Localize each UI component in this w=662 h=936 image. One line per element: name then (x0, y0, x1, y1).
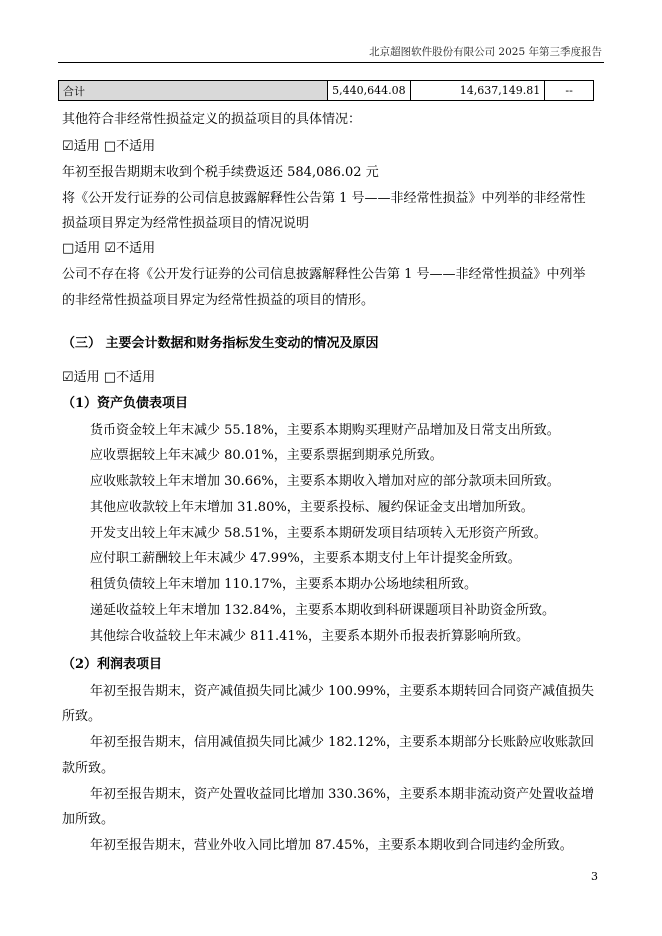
summary-note-cell: -- (545, 81, 594, 101)
explain-line-1: 将《公开发行证券的公司信息披露解释性公告第 1 号——非经常性损益》中列举的非经常性 (62, 191, 586, 206)
header-rule (58, 62, 604, 63)
list-item: 其他应收款较上年末增加 31.80%，主要系投标、履约保证金支出增加所致。 (90, 500, 534, 515)
explain-line-2: 损益项目界定为经常性损益项目的情况说明 (62, 216, 310, 231)
list-item: 递延收益较上年末增加 132.84%，主要系本期收到科研课题项目补助资金所致。 (90, 603, 555, 618)
profit-item-line-1: 年初至报告期末，资产处置收益同比增加 330.36%，主要系本期非流动资产处置收益增 (90, 787, 594, 802)
summary-ytd-cell: 14,637,149.81 (410, 81, 545, 101)
summary-label-cell: 合计 (59, 81, 328, 101)
list-item: 应收票据较上年末减少 80.01%，主要系票据到期承兑所致。 (90, 448, 443, 463)
summary-table (58, 80, 594, 101)
balance-sheet-subtitle: （1）资产负债表项目 (62, 396, 189, 411)
list-item: 货币资金较上年末减少 55.18%，主要系本期购买理财产品增加及日常支出所致。 (90, 423, 560, 438)
applicable-status-3: ☑适用 □不适用 (62, 370, 156, 385)
list-item: 租赁负债较上年末增加 110.17%，主要系本期办公场地续租所致。 (90, 577, 477, 592)
nonrecurring-detail: 年初至报告期期末收到个税手续费返还 584,086.02 元 (62, 165, 379, 180)
income-statement-subtitle: （2）利润表项目 (62, 657, 163, 672)
nonrecurring-intro: 其他符合非经常性损益定义的损益项目的具体情况： (62, 112, 362, 127)
page-header-title: 北京超图软件股份有限公司 2025 年第三季度报告 (369, 46, 602, 58)
summary-current-cell: 5,440,644.08 (328, 81, 410, 101)
profit-item-line-2: 所致。 (62, 709, 102, 724)
profit-item-line-1: 年初至报告期末，信用减值损失同比减少 182.12%，主要系本期部分长账龄应收账款回 (90, 735, 594, 750)
list-item: 应收账款较上年末增加 30.66%，主要系本期收入增加对应的部分款项未回所致。 (90, 474, 560, 489)
applicable-status-2: □适用 ☑不适用 (62, 241, 156, 256)
statement-line-1: 公司不存在将《公开发行证券的公司信息披露解释性公告第 1 号——非经常性损益》中列举 (62, 267, 586, 282)
table-row (59, 81, 594, 101)
list-item: 其他综合收益较上年末减少 811.41%，主要系本期外币报表折算影响所致。 (90, 629, 529, 644)
statement-line-2: 的非经常性损益项目界定为经常性损益的项目的情形。 (62, 293, 375, 308)
list-item: 应付职工薪酬较上年末减少 47.99%，主要系本期支付上年计提奖金所致。 (90, 551, 521, 566)
profit-item-line-1: 年初至报告期末，营业外收入同比增加 87.45%，主要系本期收到合同违约金所致。 (90, 838, 573, 853)
profit-item-line-2: 加所致。 (62, 812, 115, 827)
applicable-status-1: ☑适用 □不适用 (62, 139, 156, 154)
profit-item-line-2: 款所致。 (62, 761, 115, 776)
profit-item-line-1: 年初至报告期末，资产减值损失同比减少 100.99%，主要系本期转回合同资产减值损失 (90, 684, 594, 699)
page-number: 3 (591, 870, 598, 883)
list-item: 开发支出较上年末减少 58.51%，主要系本期研发项目结项转入无形资产所致。 (90, 526, 547, 541)
section-3-title: （三） 主要会计数据和财务指标发生变动的情况及原因 (62, 336, 379, 351)
